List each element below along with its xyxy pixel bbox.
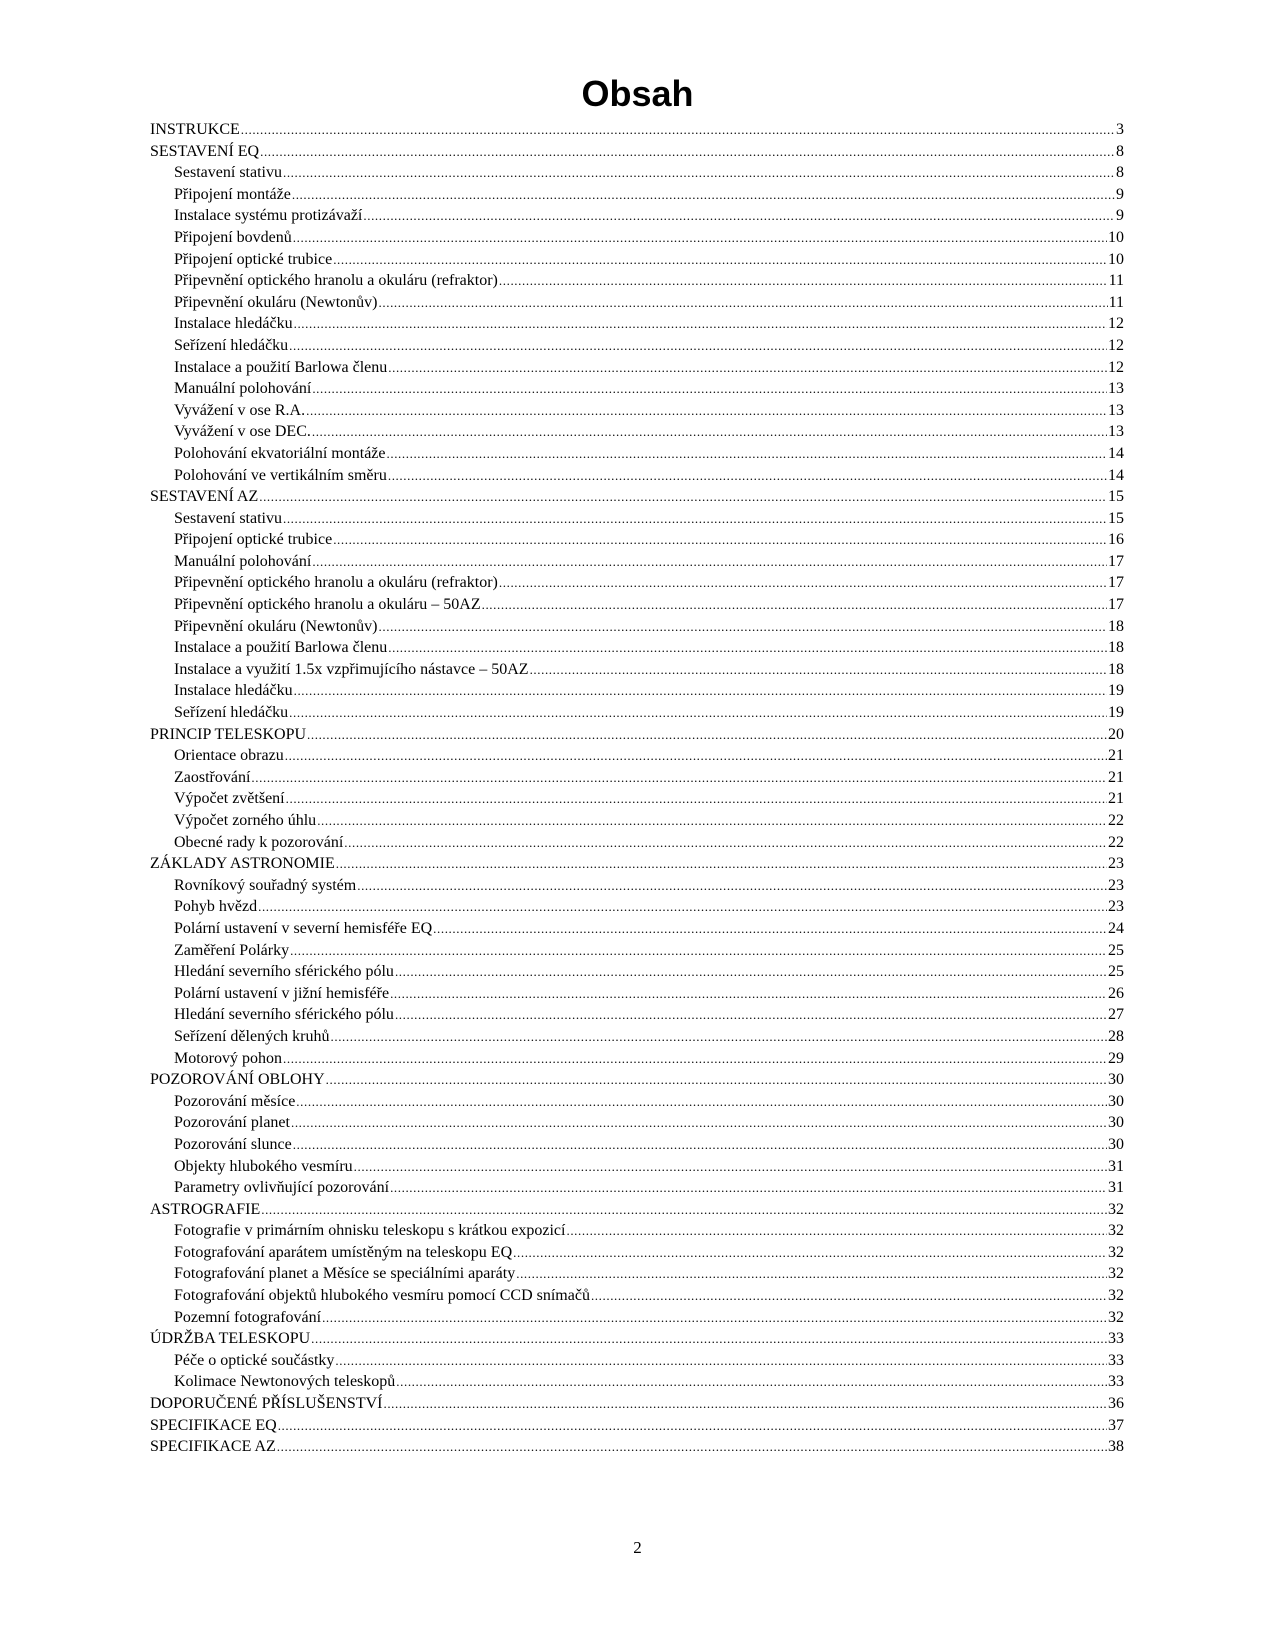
toc-entry-title: Polohování ekvatoriální montáže bbox=[174, 444, 386, 462]
toc-dot-leader bbox=[251, 767, 1107, 789]
toc-dot-leader bbox=[390, 1177, 1107, 1199]
toc-dot-leader bbox=[357, 875, 1107, 897]
toc-subsection-entry[interactable] bbox=[150, 508, 1124, 530]
toc-subsection-entry[interactable] bbox=[150, 292, 1124, 314]
toc-dot-leader bbox=[290, 940, 1107, 962]
toc-dot-leader bbox=[333, 249, 1107, 271]
toc-subsection-entry[interactable] bbox=[150, 875, 1124, 897]
toc-dot-leader bbox=[322, 1307, 1107, 1329]
toc-entry-title: INSTRUKCE bbox=[150, 121, 240, 138]
toc-entry-title: ASTROGRAFIE bbox=[150, 1200, 261, 1218]
toc-subsection-entry[interactable] bbox=[150, 1112, 1124, 1134]
toc-entry-page-number: 13 bbox=[1108, 401, 1124, 419]
toc-entry-page-number: 10 bbox=[1108, 250, 1124, 268]
toc-entry-title: Výpočet zvětšení bbox=[174, 790, 285, 808]
toc-dot-leader bbox=[354, 1156, 1107, 1178]
toc-entry-page-number: 16 bbox=[1108, 531, 1124, 549]
toc-dot-leader bbox=[379, 616, 1107, 638]
toc-entry-title: SESTAVENÍ EQ bbox=[150, 142, 260, 160]
toc-subsection-entry[interactable] bbox=[150, 205, 1124, 227]
toc-dot-leader bbox=[286, 788, 1107, 810]
toc-dot-leader bbox=[336, 853, 1107, 875]
toc-dot-leader bbox=[344, 832, 1107, 854]
toc-entry-page-number: 32 bbox=[1108, 1243, 1124, 1261]
toc-entry-title: SPECIFIKACE EQ bbox=[150, 1416, 277, 1434]
toc-subsection-entry[interactable] bbox=[150, 1134, 1124, 1156]
toc-dot-leader bbox=[291, 1112, 1107, 1134]
toc-entry-page-number: 21 bbox=[1108, 790, 1124, 808]
toc-subsection-entry[interactable] bbox=[150, 313, 1124, 335]
toc-dot-leader bbox=[241, 119, 1115, 141]
toc-section-entry[interactable] bbox=[150, 1393, 1124, 1415]
toc-subsection-entry[interactable] bbox=[150, 983, 1124, 1005]
toc-entry-page-number: 17 bbox=[1108, 596, 1124, 614]
toc-dot-leader bbox=[335, 1350, 1107, 1372]
toc-entry-page-number: 21 bbox=[1108, 768, 1124, 786]
toc-dot-leader bbox=[388, 637, 1107, 659]
toc-entry-page-number: 33 bbox=[1108, 1351, 1124, 1369]
toc-entry-title: Seřízení dělených kruhů bbox=[174, 1027, 330, 1045]
toc-entry-page-number: 20 bbox=[1108, 725, 1124, 743]
toc-entry-page-number: 19 bbox=[1108, 682, 1124, 700]
toc-subsection-entry[interactable] bbox=[150, 357, 1124, 379]
toc-dot-leader bbox=[566, 1220, 1107, 1242]
toc-entry-title: Objekty hlubokého vesmíru bbox=[174, 1157, 353, 1175]
toc-entry-page-number: 19 bbox=[1108, 704, 1124, 722]
toc-dot-leader bbox=[482, 594, 1107, 616]
toc-entry-page-number: 36 bbox=[1108, 1395, 1124, 1413]
toc-subsection-entry[interactable] bbox=[150, 788, 1124, 810]
toc-subsection-entry[interactable] bbox=[150, 832, 1124, 854]
toc-entry-page-number: 12 bbox=[1108, 358, 1124, 376]
toc-entry-title: Instalace a použití Barlowa členu bbox=[174, 639, 388, 657]
toc-subsection-entry[interactable] bbox=[150, 1091, 1124, 1113]
toc-subsection-entry[interactable] bbox=[150, 551, 1124, 573]
toc-dot-leader bbox=[283, 1048, 1107, 1070]
toc-dot-leader bbox=[363, 205, 1115, 227]
toc-subsection-entry[interactable] bbox=[150, 184, 1124, 206]
toc-subsection-entry[interactable] bbox=[150, 680, 1124, 702]
toc-dot-leader bbox=[433, 918, 1107, 940]
toc-section-entry[interactable] bbox=[150, 724, 1124, 746]
toc-dot-leader bbox=[258, 896, 1107, 918]
toc-entry-title: SPECIFIKACE AZ bbox=[150, 1438, 276, 1456]
toc-section-entry[interactable] bbox=[150, 486, 1124, 508]
toc-entry-page-number: 18 bbox=[1108, 617, 1124, 635]
toc-dot-leader bbox=[283, 508, 1107, 530]
toc-entry-page-number: 11 bbox=[1108, 272, 1124, 290]
toc-entry-title: Obecné rady k pozorování bbox=[174, 833, 344, 851]
toc-entry-page-number: 15 bbox=[1108, 488, 1124, 506]
toc-entry-page-number: 23 bbox=[1108, 855, 1124, 873]
toc-entry-page-number: 25 bbox=[1108, 963, 1124, 981]
toc-section-entry[interactable] bbox=[150, 1328, 1124, 1350]
toc-entry-title: SESTAVENÍ AZ bbox=[150, 488, 259, 506]
toc-entry-title: Hledání severního sférického pólu bbox=[174, 963, 394, 981]
toc-entry-page-number: 18 bbox=[1108, 639, 1124, 657]
toc-entry-page-number: 3 bbox=[1116, 121, 1124, 138]
toc-entry-page-number: 30 bbox=[1108, 1135, 1124, 1153]
toc-dot-leader bbox=[283, 162, 1115, 184]
toc-subsection-entry[interactable] bbox=[150, 1048, 1124, 1070]
toc-entry-page-number: 15 bbox=[1108, 509, 1124, 527]
toc-subsection-entry[interactable] bbox=[150, 659, 1124, 681]
toc-entry-title: Připojení bovdenů bbox=[174, 228, 292, 246]
toc-subsection-entry[interactable] bbox=[150, 702, 1124, 724]
toc-subsection-entry[interactable] bbox=[150, 1285, 1124, 1307]
toc-entry-title: Připevnění optického hranolu a okuláru (refraktor) bbox=[174, 272, 498, 290]
toc-subsection-entry[interactable] bbox=[150, 421, 1124, 443]
toc-entry-title: Fotografování aparátem umístěným na teleskopu EQ bbox=[174, 1243, 513, 1261]
toc-section-entry[interactable] bbox=[150, 853, 1124, 875]
toc-entry-title: Fotografie v primárním ohnisku teleskopu s krátkou expozicí bbox=[174, 1222, 566, 1240]
toc-dot-leader bbox=[293, 1134, 1107, 1156]
toc-entry-title: Hledání severního sférického pólu bbox=[174, 1006, 394, 1024]
toc-dot-leader bbox=[516, 1263, 1107, 1285]
toc-entry-page-number: 33 bbox=[1108, 1373, 1124, 1391]
toc-entry-title: Orientace obrazu bbox=[174, 747, 284, 765]
toc-entry-page-number: 22 bbox=[1108, 833, 1124, 851]
toc-subsection-entry[interactable] bbox=[150, 335, 1124, 357]
toc-entry-title: Připevnění optického hranolu a okuláru – 50AZ bbox=[174, 596, 481, 614]
toc-subsection-entry[interactable] bbox=[150, 1371, 1124, 1393]
toc-dot-leader bbox=[395, 1004, 1107, 1026]
toc-entry-title: Pozorování planet bbox=[174, 1114, 290, 1132]
toc-subsection-entry[interactable] bbox=[150, 1220, 1124, 1242]
toc-dot-leader bbox=[278, 1415, 1107, 1437]
toc-entry-page-number: 14 bbox=[1108, 444, 1124, 462]
toc-entry-title: Připevnění optického hranolu a okuláru (refraktor) bbox=[174, 574, 498, 592]
toc-dot-leader bbox=[312, 551, 1107, 573]
toc-entry-page-number: 13 bbox=[1108, 423, 1124, 441]
toc-entry-title: Péče o optické součástky bbox=[174, 1351, 335, 1369]
toc-dot-leader bbox=[296, 1091, 1107, 1113]
toc-subsection-entry[interactable] bbox=[150, 940, 1124, 962]
toc-entry-page-number: 23 bbox=[1108, 898, 1124, 916]
toc-entry-page-number: 29 bbox=[1108, 1049, 1124, 1067]
toc-section-entry[interactable] bbox=[150, 1199, 1124, 1221]
toc-entry-page-number: 13 bbox=[1108, 380, 1124, 398]
toc-entry-page-number: 32 bbox=[1108, 1200, 1124, 1218]
toc-entry-page-number: 21 bbox=[1108, 747, 1124, 765]
toc-section-entry[interactable] bbox=[150, 141, 1124, 163]
toc-entry-title: Manuální polohování bbox=[174, 552, 312, 570]
toc-dot-leader bbox=[311, 1328, 1107, 1350]
toc-entry-page-number: 30 bbox=[1108, 1092, 1124, 1110]
toc-entry-page-number: 11 bbox=[1108, 293, 1124, 311]
toc-dot-leader bbox=[285, 745, 1107, 767]
toc-entry-title: Pozorování měsíce bbox=[174, 1092, 296, 1110]
toc-entry-title: Polohování ve vertikálním směru bbox=[174, 466, 387, 484]
toc-subsection-entry[interactable] bbox=[150, 1307, 1124, 1329]
toc-entry-title: Sestavení stativu bbox=[174, 164, 282, 182]
toc-subsection-entry[interactable] bbox=[150, 465, 1124, 487]
toc-section-entry[interactable] bbox=[150, 1436, 1124, 1458]
toc-entry-page-number: 8 bbox=[1116, 164, 1124, 182]
toc-entry-title: Zaostřování bbox=[174, 768, 251, 786]
toc-dot-leader bbox=[390, 983, 1107, 1005]
toc-entry-title: Instalace systému protizávaží bbox=[174, 207, 363, 225]
toc-dot-leader bbox=[326, 1069, 1107, 1091]
toc-subsection-entry[interactable] bbox=[150, 594, 1124, 616]
toc-entry-title: Sestavení stativu bbox=[174, 509, 282, 527]
toc-entry-title: Polární ustavení v jižní hemisféře bbox=[174, 984, 390, 1002]
toc-entry-page-number: 17 bbox=[1108, 574, 1124, 592]
toc-dot-leader bbox=[388, 357, 1107, 379]
toc-subsection-entry[interactable] bbox=[150, 1263, 1124, 1285]
toc-entry-page-number: 32 bbox=[1108, 1308, 1124, 1326]
toc-entry-page-number: 24 bbox=[1108, 919, 1124, 937]
toc-entry-title: Fotografování objektů hlubokého vesmíru pomocí CCD snímačů bbox=[174, 1287, 590, 1305]
toc-entry-title: Zaměření Polárky bbox=[174, 941, 290, 959]
toc-dot-leader bbox=[499, 572, 1107, 594]
toc-dot-leader bbox=[307, 724, 1107, 746]
toc-subsection-entry[interactable] bbox=[150, 896, 1124, 918]
toc-dot-leader bbox=[387, 443, 1108, 465]
toc-subsection-entry[interactable] bbox=[150, 270, 1124, 292]
toc-dot-leader bbox=[260, 141, 1115, 163]
toc-entry-title: Seřízení hledáčku bbox=[174, 704, 289, 722]
toc-subsection-entry[interactable] bbox=[150, 1242, 1124, 1264]
toc-entry-page-number: 23 bbox=[1108, 876, 1124, 894]
toc-entry-title: Pozemní fotografování bbox=[174, 1308, 322, 1326]
toc-subsection-entry[interactable] bbox=[150, 918, 1124, 940]
table-of-contents bbox=[150, 119, 1124, 1458]
toc-entry-page-number: 25 bbox=[1108, 941, 1124, 959]
toc-subsection-entry[interactable] bbox=[150, 162, 1124, 184]
toc-entry-page-number: 18 bbox=[1108, 660, 1124, 678]
toc-entry-title: Připojení montáže bbox=[174, 185, 291, 203]
toc-subsection-entry[interactable] bbox=[150, 443, 1124, 465]
toc-subsection-entry[interactable] bbox=[150, 745, 1124, 767]
toc-entry-page-number: 32 bbox=[1108, 1222, 1124, 1240]
page-number: 2 bbox=[633, 1538, 642, 1557]
toc-dot-leader bbox=[395, 961, 1107, 983]
toc-entry-title: Seřízení hledáčku bbox=[174, 336, 289, 354]
toc-entry-title: Připojení optické trubice bbox=[174, 531, 333, 549]
toc-entry-page-number: 8 bbox=[1116, 142, 1124, 160]
toc-entry-title: Fotografování planet a Měsíce se speciálními aparáty bbox=[174, 1265, 516, 1283]
toc-subsection-entry[interactable] bbox=[150, 1004, 1124, 1026]
toc-dot-leader bbox=[499, 270, 1108, 292]
toc-entry-page-number: 30 bbox=[1108, 1071, 1124, 1089]
toc-entry-title: Pohyb hvězd bbox=[174, 898, 258, 916]
toc-entry-title: Motorový pohon bbox=[174, 1049, 282, 1067]
toc-dot-leader bbox=[388, 465, 1107, 487]
toc-entry-title: Instalace a použití Barlowa členu bbox=[174, 358, 388, 376]
toc-entry-title: Polární ustavení v severní hemisféře EQ bbox=[174, 919, 433, 937]
toc-entry-title: Pozorování slunce bbox=[174, 1135, 292, 1153]
toc-entry-title: ZÁKLADY ASTRONOMIE bbox=[150, 855, 335, 873]
toc-entry-page-number: 31 bbox=[1108, 1179, 1124, 1197]
toc-entry-title: Připevnění okuláru (Newtonův) bbox=[174, 617, 378, 635]
toc-entry-page-number: 14 bbox=[1108, 466, 1124, 484]
toc-subsection-entry[interactable] bbox=[150, 1350, 1124, 1372]
toc-section-entry[interactable] bbox=[150, 119, 1124, 141]
toc-entry-page-number: 9 bbox=[1116, 207, 1124, 225]
toc-entry-page-number: 9 bbox=[1116, 185, 1124, 203]
toc-entry-page-number: 27 bbox=[1108, 1006, 1124, 1024]
toc-entry-page-number: 31 bbox=[1108, 1157, 1124, 1175]
toc-subsection-entry[interactable] bbox=[150, 227, 1124, 249]
toc-dot-leader bbox=[513, 1242, 1107, 1264]
toc-entry-title: Kolimace Newtonových teleskopů bbox=[174, 1373, 396, 1391]
toc-entry-page-number: 17 bbox=[1108, 552, 1124, 570]
toc-entry-title: Parametry ovlivňující pozorování bbox=[174, 1179, 390, 1197]
toc-subsection-entry[interactable] bbox=[150, 1156, 1124, 1178]
toc-entry-page-number: 12 bbox=[1108, 315, 1124, 333]
toc-subsection-entry[interactable] bbox=[150, 1177, 1124, 1199]
toc-entry-page-number: 10 bbox=[1108, 228, 1124, 246]
toc-entry-title: Vyvážení v ose DEC. bbox=[174, 423, 311, 441]
toc-subsection-entry[interactable] bbox=[150, 249, 1124, 271]
toc-entry-title: Připojení optické trubice bbox=[174, 250, 333, 268]
toc-entry-title: POZOROVÁNÍ OBLOHY bbox=[150, 1071, 325, 1089]
toc-entry-page-number: 38 bbox=[1108, 1438, 1124, 1456]
toc-dot-leader bbox=[333, 529, 1107, 551]
toc-section-entry[interactable] bbox=[150, 1415, 1124, 1437]
toc-dot-leader bbox=[312, 378, 1107, 400]
toc-section-entry[interactable] bbox=[150, 1069, 1124, 1091]
toc-entry-page-number: 32 bbox=[1108, 1265, 1124, 1283]
toc-subsection-entry[interactable] bbox=[150, 810, 1124, 832]
toc-dot-leader bbox=[331, 1026, 1108, 1048]
toc-dot-leader bbox=[396, 1371, 1107, 1393]
toc-subsection-entry[interactable] bbox=[150, 616, 1124, 638]
toc-entry-page-number: 12 bbox=[1108, 336, 1124, 354]
toc-entry-title: Výpočet zorného úhlu bbox=[174, 812, 317, 829]
toc-entry-page-number: 37 bbox=[1108, 1416, 1124, 1434]
toc-entry-page-number: 22 bbox=[1108, 812, 1124, 829]
toc-subsection-entry[interactable] bbox=[150, 637, 1124, 659]
toc-dot-leader bbox=[289, 702, 1107, 724]
toc-subsection-entry[interactable] bbox=[150, 378, 1124, 400]
toc-dot-leader bbox=[277, 1436, 1107, 1458]
toc-dot-leader bbox=[383, 1393, 1107, 1415]
toc-dot-leader bbox=[293, 227, 1107, 249]
toc-entry-title: Manuální polohování bbox=[174, 380, 312, 398]
toc-dot-leader bbox=[379, 292, 1108, 314]
toc-entry-page-number: 33 bbox=[1108, 1330, 1124, 1348]
toc-entry-title: Instalace hledáčku bbox=[174, 682, 293, 700]
toc-dot-leader bbox=[294, 680, 1107, 702]
toc-subsection-entry[interactable] bbox=[150, 1026, 1124, 1048]
page-title: Obsah bbox=[581, 73, 694, 114]
toc-dot-leader bbox=[289, 335, 1107, 357]
toc-entry-title: PRINCIP TELESKOPU bbox=[150, 725, 307, 743]
toc-subsection-entry[interactable] bbox=[150, 529, 1124, 551]
toc-dot-leader bbox=[312, 421, 1107, 443]
toc-dot-leader bbox=[306, 400, 1107, 422]
toc-dot-leader bbox=[530, 659, 1107, 681]
toc-subsection-entry[interactable] bbox=[150, 572, 1124, 594]
toc-entry-page-number: 30 bbox=[1108, 1114, 1124, 1132]
toc-dot-leader bbox=[261, 1199, 1107, 1221]
toc-subsection-entry[interactable] bbox=[150, 400, 1124, 422]
toc-dot-leader bbox=[317, 810, 1107, 832]
toc-entry-page-number: 28 bbox=[1108, 1027, 1124, 1045]
toc-dot-leader bbox=[292, 184, 1115, 206]
toc-entry-title: Rovníkový souřadný systém bbox=[174, 876, 357, 894]
toc-entry-title: Instalace a využití 1.5x vzpřimujícího nástavce – 50AZ bbox=[174, 660, 529, 678]
toc-dot-leader bbox=[259, 486, 1107, 508]
toc-entry-page-number: 26 bbox=[1108, 984, 1124, 1002]
toc-dot-leader bbox=[591, 1285, 1107, 1307]
toc-dot-leader bbox=[294, 313, 1107, 335]
toc-subsection-entry[interactable] bbox=[150, 767, 1124, 789]
toc-entry-title: Připevnění okuláru (Newtonův) bbox=[174, 293, 378, 311]
toc-entry-page-number: 32 bbox=[1108, 1287, 1124, 1305]
toc-entry-title: Instalace hledáčku bbox=[174, 315, 293, 333]
toc-subsection-entry[interactable] bbox=[150, 961, 1124, 983]
toc-entry-title: Vyvážení v ose R.A. bbox=[174, 401, 306, 419]
toc-entry-title: ÚDRŽBA TELESKOPU bbox=[150, 1330, 311, 1348]
toc-entry-title: DOPORUČENÉ PŘÍSLUŠENSTVÍ bbox=[150, 1395, 383, 1413]
